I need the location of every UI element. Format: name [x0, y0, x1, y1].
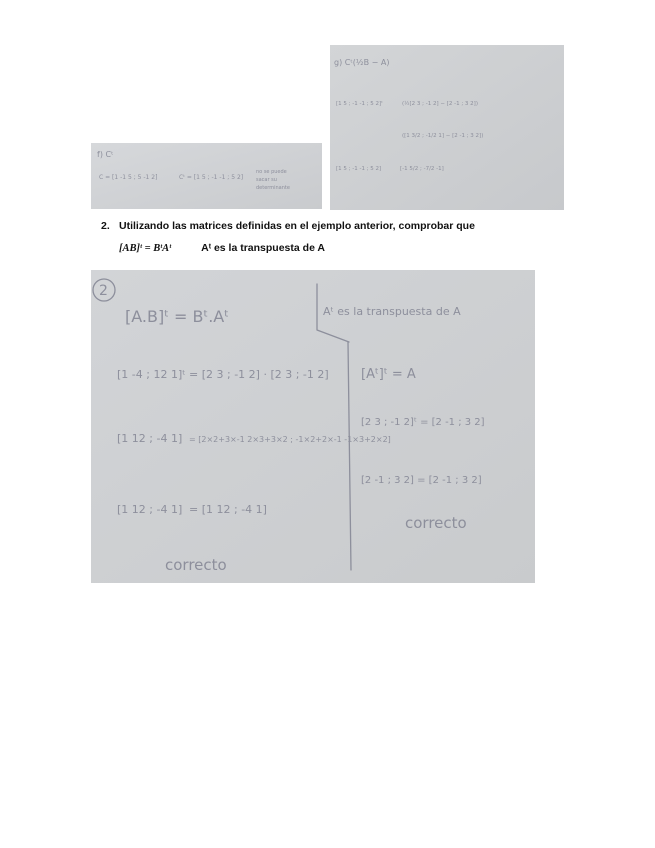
photo-exercise-g — [330, 45, 564, 210]
exercise-g-line1-right: (½[2 3 ; -1 2] − [2 -1 ; 3 2]) — [402, 101, 478, 107]
right-result: correcto — [405, 514, 467, 532]
header-right: Aᵗ es la transpuesta de A — [323, 305, 461, 318]
left-row-3-rhs: = [1 12 ; -4 1] — [189, 503, 267, 516]
left-row-3-lhs: [1 12 ; -4 1] — [117, 503, 183, 516]
left-row-2-lhs: [1 12 ; -4 1] — [117, 432, 183, 445]
right-row-2: [2 3 ; -1 2]ᵗ = [2 -1 ; 3 2] — [361, 417, 485, 428]
exercise-formula: [AB]ᵗ = BᵗAᵗ — [119, 243, 172, 254]
exercise-g-line1-left: [1 5 ; -1 -1 ; 5 2]ᵗ — [336, 101, 383, 107]
exercise-statement — [101, 220, 475, 232]
right-row-3: [2 -1 ; 3 2] = [2 -1 ; 3 2] — [361, 475, 482, 486]
right-row-1: [Aᵗ]ᵗ = A — [361, 367, 416, 382]
exercise-g-title: g) Cᵗ(½B − A) — [334, 58, 390, 67]
exercise-statement-text: Utilizando las matrices definidas en el ejemplo anterior, comprobar que — [119, 220, 475, 232]
photo-exercise-f — [91, 143, 322, 209]
exercise-g-line3-left: [1 5 ; -1 -1 ; 5 2] — [336, 166, 382, 172]
left-row-1-lhs: [1 -4 ; 12 1]ᵗ — [117, 368, 186, 381]
left-result: correcto — [165, 556, 227, 574]
left-row-1-rhs: = [2 3 ; -1 2] · [2 3 ; -1 2] — [189, 368, 329, 381]
note-line-2: sacar su — [256, 177, 277, 183]
exercise-number: 2. — [101, 220, 110, 232]
exercise-formula-note: Aᵗ es la transpuesta de A — [201, 242, 326, 254]
exercise-g-line2: ([1 3/2 ; -1/2 1] − [2 -1 ; 3 2]) — [402, 133, 484, 139]
exercise-g-line3-right: [-1 5/2 ; -7/2 -1] — [400, 166, 444, 172]
exercise-formula-line — [119, 242, 325, 254]
photo-exercise-2 — [91, 270, 535, 583]
circle-number: 2 — [99, 283, 108, 299]
matrix-c-definition: C = [1 -1 5 ; 5 -1 2] — [99, 174, 158, 181]
matrix-ct-definition: Cᵗ = [1 5 ; -1 -1 ; 5 2] — [179, 174, 244, 181]
left-row-2-rhs: = [2×2+3×-1 2×3+3×2 ; -1×2+2×-1 -1×3+2×2] — [189, 435, 391, 444]
header-left: [A.B]ᵗ = Bᵗ.Aᵗ — [125, 307, 229, 326]
note-line-1: no se puede — [256, 169, 287, 175]
note-line-3: determinante — [256, 185, 290, 191]
exercise-f-label: f) Cᵗ — [97, 150, 114, 159]
